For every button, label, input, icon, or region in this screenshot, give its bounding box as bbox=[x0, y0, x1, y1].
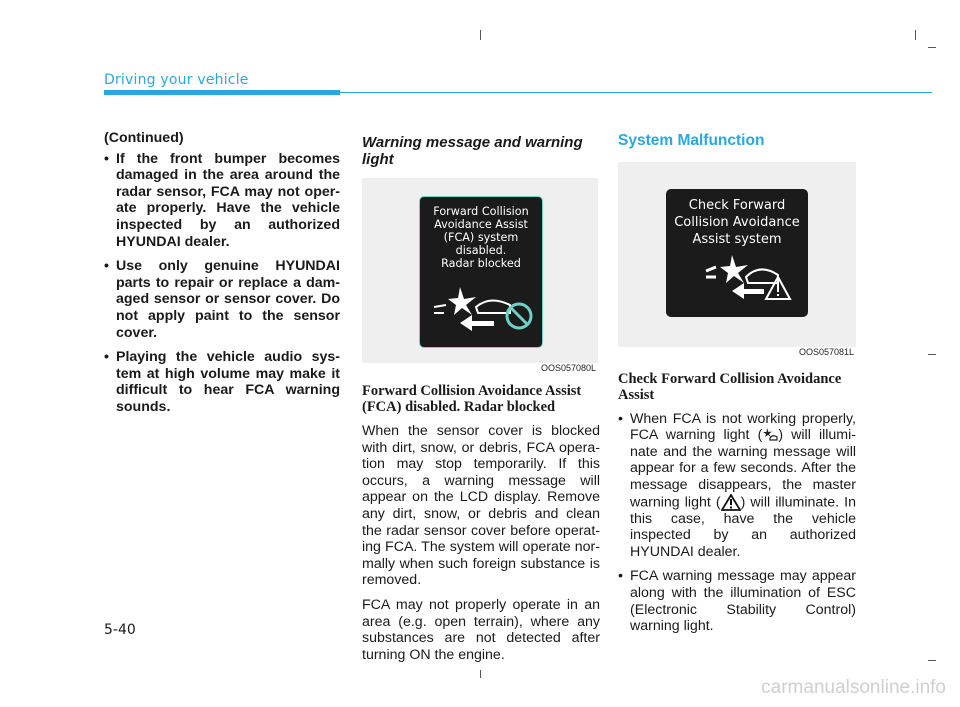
crop-mark bbox=[480, 30, 481, 40]
list-item: • If the front bumper becomes damaged in the area around the radar sensor, FCA may not oper- ate properly. Have the vehicle inspected by an authorized HYUNDAI dealer. bbox=[104, 151, 340, 251]
list-item: • FCA warning message may appear along with the illumination of ESC (Electronic Stability Control) warning light. bbox=[618, 568, 856, 634]
section-header: Driving your vehicle bbox=[104, 72, 249, 88]
column-warnings bbox=[104, 130, 340, 424]
crop-mark bbox=[928, 47, 936, 48]
paragraph: When the sensor cover is blocked with dirt, snow, or debris, FCA opera- tion may stop temporarily. If this occurs, a warning message will appear on the LCD display. Remove any dirt, snow, or debris and clean the radar sensor cover before operat- ing FCA. The system will operate nor- mally when such foreign substance is removed. bbox=[362, 423, 600, 589]
crop-mark bbox=[915, 30, 916, 40]
header-rule-thick bbox=[104, 90, 340, 95]
section-heading: System Malfunction bbox=[618, 132, 765, 149]
section-heading: Warning message and warning light bbox=[362, 134, 583, 168]
master-warning-triangle-icon bbox=[721, 494, 741, 511]
list-item: • When FCA is not working properly, FCA warning light ( ) will illumi- nate and the warning message will appear for a few seconds. After the message disappears, the master warning light ( ) will illuminate. In this case, have the vehicle inspected by an authorized HYUNDAI dealer. bbox=[618, 411, 856, 561]
column-system-malfunction bbox=[618, 130, 856, 643]
figure-code: OOS057080L bbox=[540, 363, 596, 374]
figure-code: OOS057081L bbox=[798, 347, 854, 357]
header-rule-thin bbox=[340, 92, 932, 93]
continued-label: (Continued) bbox=[104, 130, 184, 146]
page-number: 5-40 bbox=[104, 622, 136, 638]
lcd-display bbox=[666, 189, 808, 317]
radar-blocked-icon bbox=[504, 301, 534, 331]
list-item: • Use only genuine HYUNDAI parts to repair or replace a dam- aged sensor or sensor cover. Do not apply paint to the sensor cover. bbox=[104, 258, 340, 341]
paragraph: FCA may not properly operate in an area (e.g. open terrain), where any substances are not detected after turning ON the engine. bbox=[362, 596, 600, 663]
figure-fca-disabled bbox=[362, 178, 598, 374]
lcd-message: Forward Collision Avoidance Assist (FCA) system disabled. Radar blocked bbox=[433, 205, 529, 270]
column-warning-message bbox=[362, 130, 600, 671]
subsection-heading: Check Forward Collision Avoidance Assist bbox=[618, 370, 842, 403]
subsection-heading: Forward Collision Avoidance Assist (FCA) disabled. Radar blocked bbox=[362, 383, 582, 415]
lcd-display bbox=[419, 196, 543, 348]
crop-mark bbox=[928, 354, 936, 355]
lcd-message: Check Forward Collision Avoidance Assist system bbox=[674, 197, 800, 247]
watermark: carmanualsonline.info bbox=[761, 677, 946, 698]
list-item: • Playing the vehicle audio sys- tem at high volume may make it difficult to hear FCA warning sounds. bbox=[104, 349, 340, 415]
crop-mark bbox=[928, 660, 936, 661]
collision-arrow-icon bbox=[666, 253, 808, 313]
fca-warning-light-icon bbox=[762, 427, 778, 443]
figure-check-fca bbox=[618, 162, 856, 357]
